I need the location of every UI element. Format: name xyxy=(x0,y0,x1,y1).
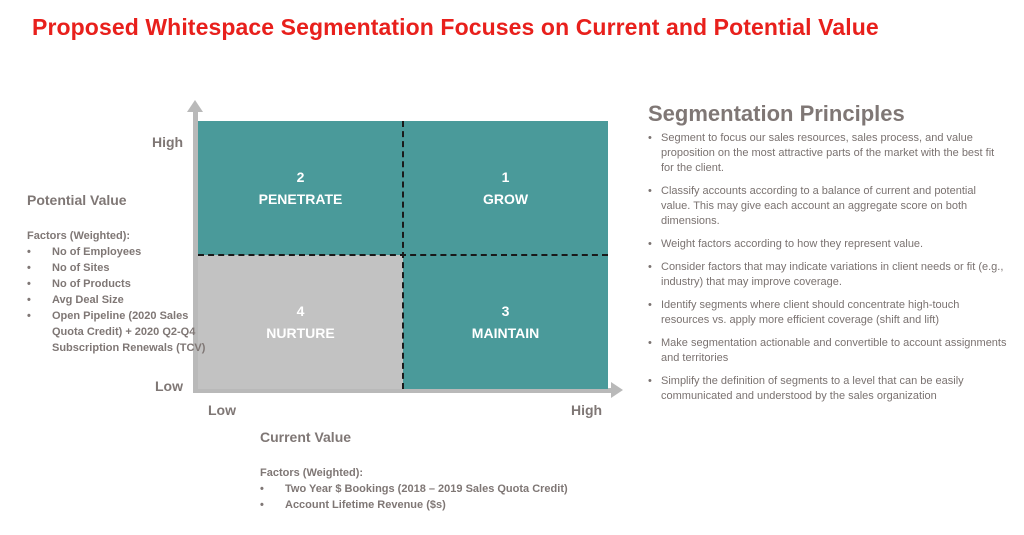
quadrant-number: 3 xyxy=(501,303,510,319)
current-value-factors xyxy=(260,465,568,513)
potential-value-factors xyxy=(27,228,212,356)
quadrant-number: 4 xyxy=(296,303,305,319)
list-item: • Avg Deal Size xyxy=(27,292,212,308)
list-item: • No of Employees xyxy=(27,244,212,260)
principles-heading: Segmentation Principles xyxy=(648,101,905,126)
horizontal-divider xyxy=(198,254,608,256)
y-axis-low-label: Low xyxy=(155,378,183,394)
quadrant-label: NURTURE xyxy=(266,325,335,341)
list-item: • Two Year $ Bookings (2018 – 2019 Sales Quota Credit) xyxy=(260,481,568,497)
principles-list xyxy=(648,131,1008,412)
list-item: • Make segmentation actionable and convertible to account assignments and territories xyxy=(648,336,1008,366)
quadrant-nurture xyxy=(198,255,403,389)
list-item: • Classify accounts according to a balance of current and potential value. This may give each account an aggregate score on both dimensions. xyxy=(648,184,1008,229)
y-axis-high-label: High xyxy=(152,134,184,150)
current-value-heading: Current Value xyxy=(260,429,352,445)
segmentation-matrix xyxy=(198,121,608,389)
quadrant-label: PENETRATE xyxy=(258,191,343,207)
quadrant-label: MAINTAIN xyxy=(471,325,540,341)
list-item: • Open Pipeline (2020 Sales Quota Credit) + 2020 Q2-Q4 Subscription Renewals (TCV) xyxy=(27,308,212,356)
list-item: • Simplify the definition of segments to a level that can be easily communicated and understood by the sales organization xyxy=(648,374,1008,404)
x-axis-arrow-icon xyxy=(611,382,623,398)
list-item: • Segment to focus our sales resources, sales process, and value proposition on the most attractive parts of the market with the best fit for the client. xyxy=(648,131,1008,176)
potential-value-heading: Potential Value xyxy=(27,192,127,208)
list-item: • Weight factors according to how they represent value. xyxy=(648,237,1008,252)
y-axis-arrow-icon xyxy=(187,100,203,112)
x-axis-high-label: High xyxy=(571,402,603,418)
list-item: • Consider factors that may indicate variations in client needs or fit (e.g., industry) that may improve coverage. xyxy=(648,260,1008,290)
potential-factors-heading: Factors (Weighted): xyxy=(27,230,131,242)
quadrant-penetrate xyxy=(198,121,403,255)
list-item: • Identify segments where client should concentrate high-touch resources vs. apply more efficient coverage (shift and lift) xyxy=(648,298,1008,328)
quadrant-grow xyxy=(403,121,608,255)
quadrant-maintain xyxy=(403,255,608,389)
list-item: • Account Lifetime Revenue ($s) xyxy=(260,497,568,513)
quadrant-label: GROW xyxy=(482,191,529,207)
list-item: • No of Products xyxy=(27,276,212,292)
list-item: • No of Sites xyxy=(27,260,212,276)
quadrant-number: 2 xyxy=(296,169,305,185)
current-factors-heading: Factors (Weighted): xyxy=(260,467,364,479)
x-axis-low-label: Low xyxy=(208,402,236,418)
quadrant-number: 1 xyxy=(501,169,510,185)
slide-title: Proposed Whitespace Segmentation Focuses on Current and Potential Value xyxy=(32,14,879,40)
